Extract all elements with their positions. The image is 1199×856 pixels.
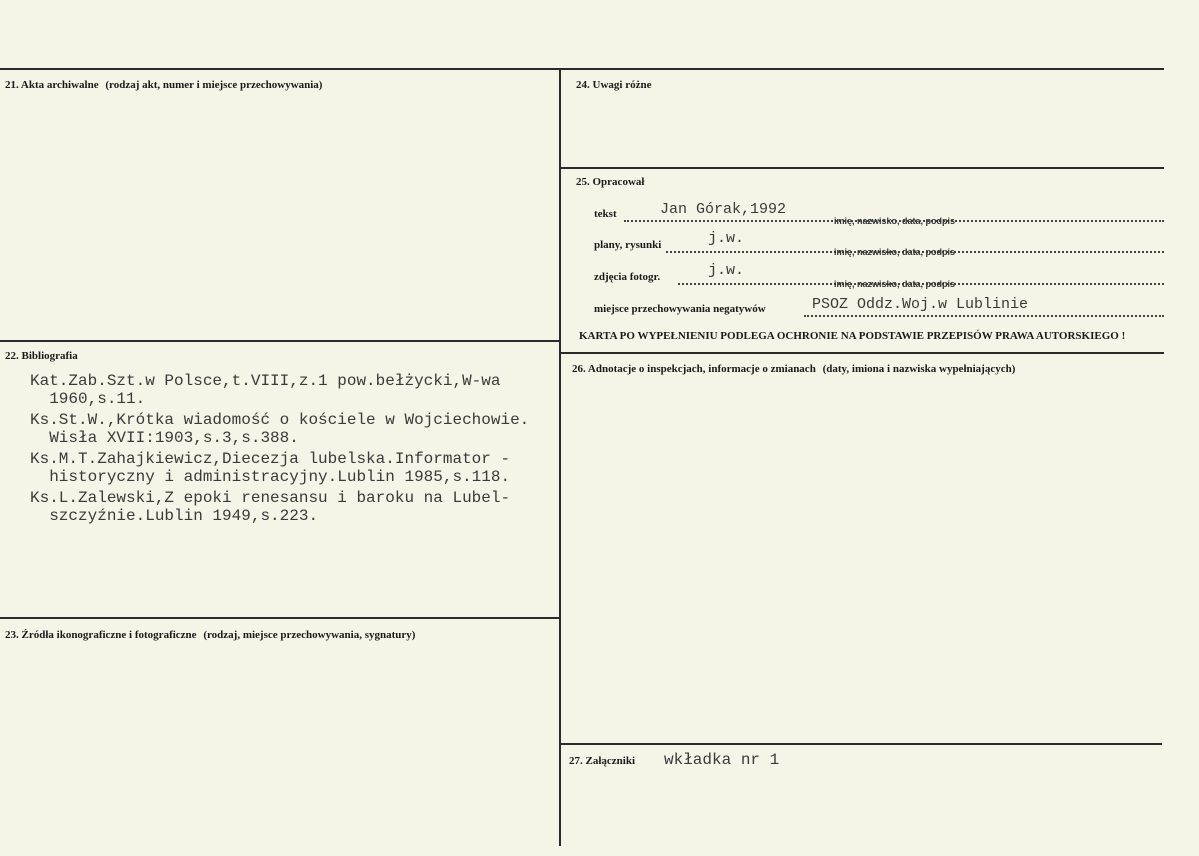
negatywy-value: PSOZ Oddz.Woj.w Lublinie: [812, 296, 1029, 313]
negatywy-dots: [804, 315, 1164, 317]
section-22-label: 22. Bibliografia: [5, 350, 78, 362]
attachment-value: wkładka nr 1: [664, 751, 780, 769]
tekst-hint: imię, nazwisko, data, podpis: [834, 216, 956, 226]
bibliography-entry: Ks.M.T.Zahajkiewicz,Diecezja lubelska.Informator - historyczny i administracyjny.Lublin 1985,s.118.: [30, 450, 511, 486]
zdjecia-value: j.w.: [708, 262, 745, 279]
section-27-label: 27. Załączniki: [569, 755, 636, 767]
zdjecia-hint: imię, nazwisko, data, podpis: [834, 279, 956, 289]
bibliography-list: [30, 372, 529, 525]
section-26-subtitle: (daty, imiona i nazwiska wypełniających): [822, 363, 1016, 375]
bibliography-entry: Kat.Zab.Szt.w Polsce,t.VIII,z.1 pow.bełżycki,W-wa 1960,s.11.: [30, 372, 501, 408]
copyright-notice: KARTA PO WYPEŁNIENIU PODLEGA OCHRONIE NA PODSTAWIE PRZEPISÓW PRAWA AUTORSKIEGO !: [579, 330, 1126, 342]
zdjecia-label: zdjęcia fotogr.: [594, 271, 661, 283]
section-21-label: [5, 79, 322, 91]
tekst-value: Jan Górak,1992: [660, 201, 787, 218]
negatywy-label: miejsce przechowywania negatywów: [594, 303, 766, 315]
section-23-title: 23. Źródła ikonograficzne i fotograficzne: [5, 629, 197, 641]
section-23-label: [5, 629, 415, 641]
divider-26-27: [560, 743, 1162, 745]
bibliography-entry: Ks.L.Zalewski,Z epoki renesansu i baroku na Lubel- szczyźnie.Lublin 1949,s.223.: [30, 489, 511, 525]
plany-hint: imię, nazwisko, data, podpis: [834, 247, 956, 257]
divider-25-26: [560, 352, 1164, 354]
section-26-label: [572, 363, 1015, 375]
tekst-label: tekst: [594, 208, 617, 220]
center-divider: [559, 68, 561, 846]
section-21-title: 21. Akta archiwalne: [5, 79, 99, 91]
plany-label: plany, rysunki: [594, 239, 662, 251]
bibliography-entry: Ks.St.W.,Krótka wiadomość o kościele w Wojciechowie. Wisła XVII:1903,s.3,s.388.: [30, 411, 530, 447]
divider-22-23: [0, 617, 560, 619]
section-24-label: 24. Uwagi różne: [576, 79, 652, 91]
section-25-label: 25. Opracował: [576, 176, 645, 188]
divider-24-25: [560, 167, 1164, 169]
divider-21-22: [0, 340, 560, 342]
top-rule: [0, 68, 1164, 70]
section-21-subtitle: (rodzaj akt, numer i miejsce przechowywania): [105, 79, 323, 91]
section-26-title: 26. Adnotacje o inspekcjach, informacje o zmianach: [572, 363, 816, 375]
section-23-subtitle: (rodzaj, miejsce przechowywania, sygnatury): [203, 629, 416, 641]
plany-value: j.w.: [708, 230, 745, 247]
